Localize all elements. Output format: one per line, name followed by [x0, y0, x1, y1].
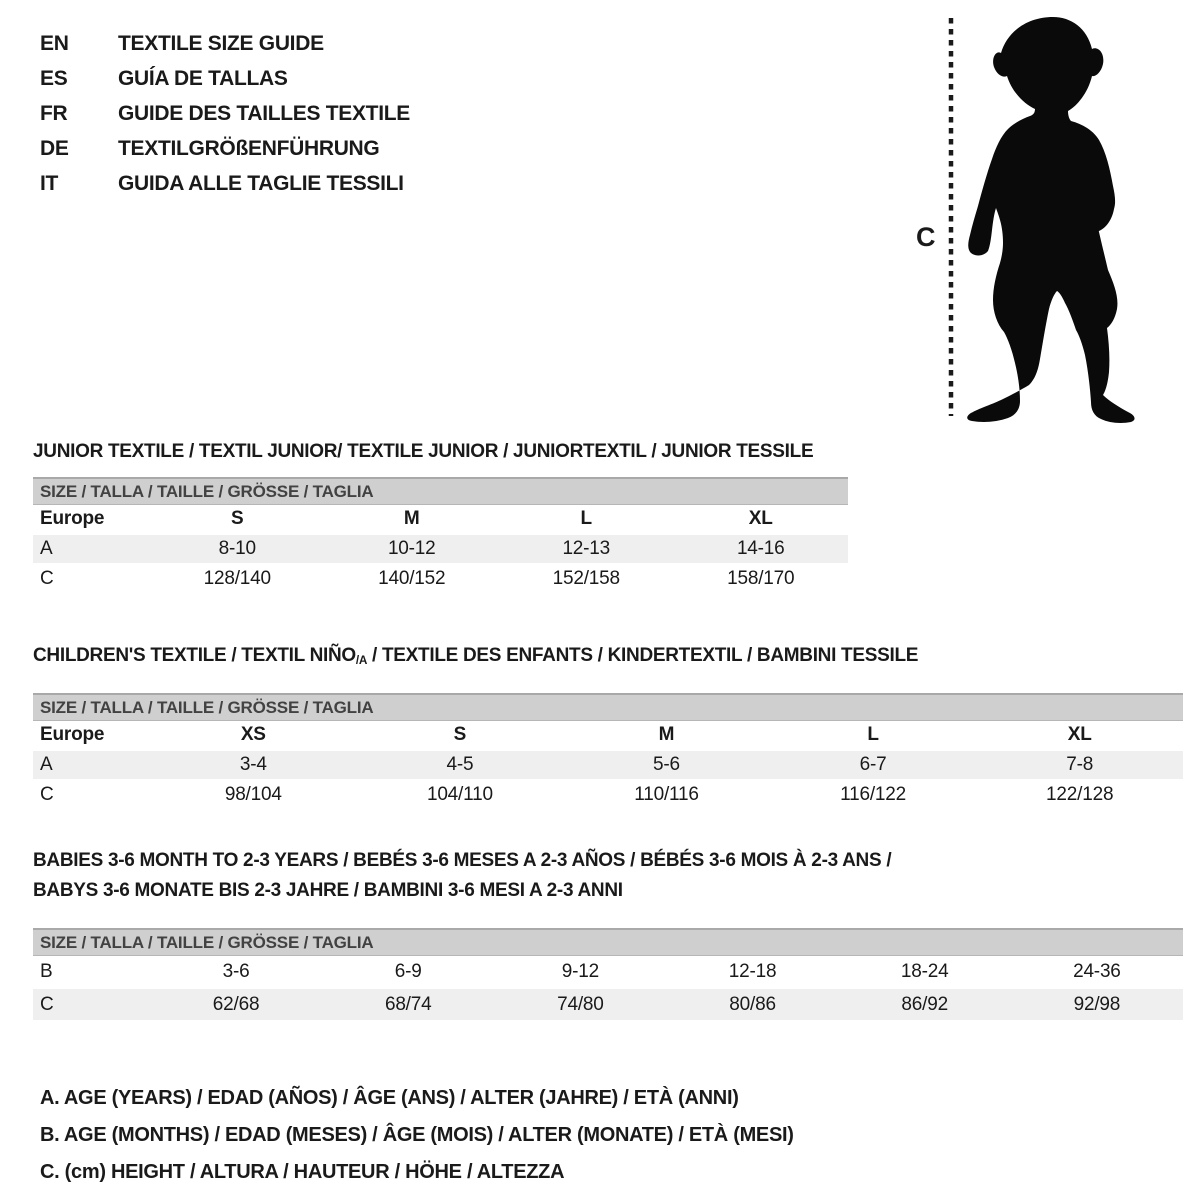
size-cell: 92/98	[1011, 988, 1183, 1021]
row-label: C	[33, 564, 150, 594]
table-row-A	[33, 750, 1183, 780]
language-row	[40, 26, 410, 61]
size-cell: 6-9	[322, 956, 494, 988]
size-cell: 86/92	[839, 988, 1011, 1021]
size-header-bar: SIZE / TALLA / TAILLE / GRÖSSE / TAGLIA	[33, 693, 1183, 721]
table-row-A	[33, 534, 848, 564]
section-childrens-textile	[33, 641, 1183, 811]
size-cell: 3-4	[150, 750, 357, 780]
size-cell: 62/68	[150, 988, 322, 1021]
size-cell: 3-6	[150, 956, 322, 988]
size-cell: 110/116	[563, 780, 770, 810]
size-header-bar: SIZE / TALLA / TAILLE / GRÖSSE / TAGLIA	[33, 477, 848, 505]
height-figure	[900, 10, 1170, 428]
section-title-line: CHILDREN'S TEXTILE / TEXTIL NIÑO/A / TEXTILE DES ENFANTS / KINDERTEXTIL / BAMBINI TESSILE	[33, 645, 919, 667]
size-cell: 24-36	[1011, 956, 1183, 988]
table-row-C	[33, 988, 1183, 1021]
table-header-row	[33, 505, 848, 534]
language-row	[40, 96, 410, 131]
size-header-bar: SIZE / TALLA / TAILLE / GRÖSSE / TAGLIA	[33, 928, 1183, 956]
size-cell: 116/122	[770, 780, 977, 810]
table-header-row	[33, 721, 1183, 750]
language-title: GUÍA DE TALLAS	[118, 66, 288, 90]
language-title: GUIDE DES TAILLES TEXTILE	[118, 101, 410, 125]
row-label: Europe	[33, 721, 150, 750]
size-cell: S	[357, 721, 564, 750]
language-code: EN	[40, 31, 69, 55]
size-cell: XL	[674, 505, 849, 534]
language-code: ES	[40, 66, 68, 90]
size-cell: 8-10	[150, 534, 325, 564]
language-title: TEXTILGRÖßENFÜHRUNG	[118, 136, 380, 160]
language-code: FR	[40, 101, 68, 125]
section-title	[33, 641, 1183, 676]
size-cell: S	[150, 505, 325, 534]
size-cell: 74/80	[494, 988, 666, 1021]
size-cell: 158/170	[674, 564, 849, 594]
size-cell: M	[563, 721, 770, 750]
height-label: C	[916, 222, 936, 252]
size-cell: XL	[976, 721, 1183, 750]
size-cell: 68/74	[322, 988, 494, 1021]
size-cell: 152/158	[499, 564, 674, 594]
size-cell: 80/86	[666, 988, 838, 1021]
legend-line-height: C. (cm) HEIGHT / ALTURA / HAUTEUR / HÖHE / ALTEZZA	[40, 1161, 565, 1183]
legend-line-age-years: A. AGE (YEARS) / EDAD (AÑOS) / ÂGE (ANS) / ALTER (JAHRE) / ETÀ (ANNI)	[40, 1087, 739, 1109]
section-babies-textile	[33, 846, 1183, 1022]
language-code: IT	[40, 171, 59, 195]
row-label: Europe	[33, 505, 150, 534]
size-cell: 128/140	[150, 564, 325, 594]
table-row-B	[33, 956, 1183, 988]
size-cell: 122/128	[976, 780, 1183, 810]
language-row	[40, 61, 410, 96]
size-cell: M	[325, 505, 500, 534]
section-junior-textile	[33, 437, 1183, 595]
language-code: DE	[40, 136, 69, 160]
size-table-babies	[33, 956, 1183, 1022]
size-cell: 4-5	[357, 750, 564, 780]
size-cell: 7-8	[976, 750, 1183, 780]
size-cell: 10-12	[325, 534, 500, 564]
section-title-line: JUNIOR TEXTILE / TEXTIL JUNIOR/ TEXTILE JUNIOR / JUNIORTEXTIL / JUNIOR TESSILE	[33, 441, 814, 462]
size-cell: 98/104	[150, 780, 357, 810]
size-cell: XS	[150, 721, 357, 750]
legend	[40, 1080, 794, 1191]
size-cell: 140/152	[325, 564, 500, 594]
section-title	[33, 846, 1183, 906]
size-cell: L	[499, 505, 674, 534]
size-cell: 12-13	[499, 534, 674, 564]
section-title-line: BABIES 3-6 MONTH TO 2-3 YEARS / BEBÉS 3-6 MESES A 2-3 AÑOS / BÉBÉS 3-6 MOIS À 2-3 ANS /	[33, 850, 892, 871]
size-cell: 5-6	[563, 750, 770, 780]
toddler-silhouette-icon	[967, 17, 1134, 423]
table-row-C	[33, 780, 1183, 810]
size-cell: 9-12	[494, 956, 666, 988]
language-header	[40, 26, 410, 201]
row-label: A	[33, 750, 150, 780]
size-cell: 6-7	[770, 750, 977, 780]
size-table-children	[33, 721, 1183, 811]
section-title	[33, 437, 1183, 467]
size-cell: 12-18	[666, 956, 838, 988]
table-row-C	[33, 564, 848, 594]
language-title: GUIDA ALLE TAGLIE TESSILI	[118, 171, 404, 195]
row-label: B	[33, 956, 150, 988]
language-title: TEXTILE SIZE GUIDE	[118, 31, 324, 55]
legend-line-age-months: B. AGE (MONTHS) / EDAD (MESES) / ÂGE (MOIS) / ALTER (MONATE) / ETÀ (MESI)	[40, 1124, 794, 1146]
row-label: C	[33, 780, 150, 810]
size-cell: 104/110	[357, 780, 564, 810]
row-label: C	[33, 988, 150, 1021]
language-row	[40, 131, 410, 166]
language-row	[40, 166, 410, 201]
section-title-line: BABYS 3-6 MONATE BIS 2-3 JAHRE / BAMBINI 3-6 MESI A 2-3 ANNI	[33, 880, 623, 901]
size-table-junior	[33, 505, 848, 595]
size-cell: L	[770, 721, 977, 750]
size-cell: 14-16	[674, 534, 849, 564]
size-cell: 18-24	[839, 956, 1011, 988]
row-label: A	[33, 534, 150, 564]
